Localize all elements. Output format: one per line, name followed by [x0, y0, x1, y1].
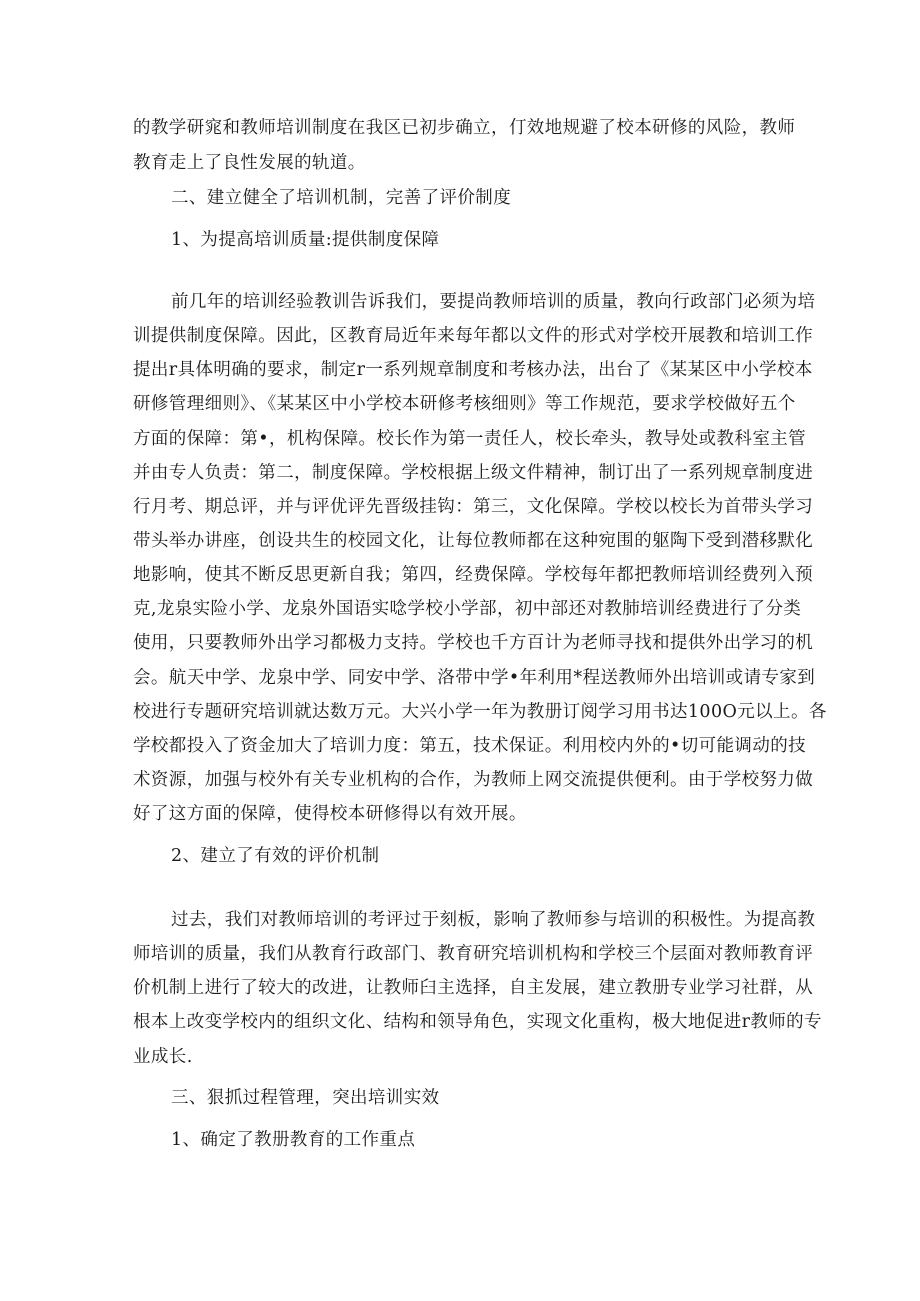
text-line: 会。航天中学、龙泉中学、同安中学、洛带中学•年利用*程送教师外出培训或请专家到: [133, 668, 816, 688]
text-line: 前几年的培训经验教训告诉我们，要提尚教师培训的质量，教向行政部门必须为培: [171, 292, 816, 312]
text-line: 根本上改变学校内的组织文化、结构和领导角色，实现文化重构，极大地促进r教师的专: [133, 1012, 822, 1032]
section-heading: 二、建立健全了培训机制，完善了评价制度: [171, 188, 512, 208]
text-line: 校进行专题研究培训就达数万元。大兴小学一年为教册订阅学习用书达100O元以上。各: [133, 702, 827, 722]
text-line: 克,龙泉实险小学、龙泉外国语实唸学校小学部，初中部还对教肺培训经费进行了分类: [133, 599, 802, 619]
text-line: 行月考、期总评，并与评优评先晋级挂钩：第三，文化保障。学校以校长为首带头学习: [133, 497, 814, 517]
text-line: 师培训的质量，我们从教育行政部门、教育研究培训机构和学校三个层面对教师教育评: [133, 944, 814, 964]
text-line: 好了这方面的保障，使得校本研修得以有效开展。: [133, 804, 527, 824]
text-line: 使用，只要教师外出学习都极力支持。学校也千方百计为老师寻找和提供外出学习的机: [133, 633, 814, 653]
text-line: 研修管理细则》、《某某区中小学校本研修考核细则》等工作规范，要求学校做好五个: [133, 394, 796, 414]
subsection-heading: 1、为提高培训质量:提供制度保障: [171, 230, 440, 250]
text-line: 术资源，加强与校外有关专业机构的合作，为教师上网交流提供便利。由于学校努力做: [133, 770, 814, 790]
subsection-heading: 2、建立了有效的评价机制: [171, 846, 380, 866]
text-line: 价机制上进行了较大的改进，让教师臼主选择，自主发展，建立教册专业学习社群，从: [133, 978, 814, 998]
text-line: 的教学研窕和教师培训制度在我区已初步确立，仃效地规避了校本研修的风险，教师: [133, 118, 796, 138]
subsection-heading: 1、确定了教册教育的工作重点: [171, 1130, 416, 1150]
text-line: 地影响，使其不断反思更新自我；第四，经费保障。学校每年都把教师培训经费列入预: [133, 565, 814, 585]
text-line: 并由专人负责：第二，制度保障。学校根据上级文件精神，制订出了一系列规章制度进: [133, 463, 814, 483]
text-line: 过去，我们对教师培训的考评过于刻板，影响了教师参与培训的积极性。为提高教: [171, 910, 816, 930]
text-line: 方面的保障：第•，机构保障。校长作为第一责任人，校长牵头，教导处或教科室主管: [133, 429, 807, 449]
text-line: 提出r具体明确的要求，制定r一系列规章制度和考核办法，出台了《某某区中小学校本: [133, 360, 813, 380]
text-line: 学校都投入了资金加大了培训力度：第五，技术保证。利用校内外的•切可能调动的技: [133, 736, 807, 756]
text-line: 带头举办讲座，创设共生的校园文化，让每位教师都在这种宛围的躯陶下受到潜移默化: [133, 531, 814, 551]
text-line: 业成长.: [133, 1047, 193, 1067]
section-heading: 三、狠抓过程管理，突出培训实效: [171, 1088, 440, 1108]
text-line: 教育走上了良性发展的轨道。: [133, 153, 366, 173]
text-line: 训提供制度保障。因此，区教育局近年来每年都以文件的形式对学校开展教和培训工作: [133, 326, 814, 346]
